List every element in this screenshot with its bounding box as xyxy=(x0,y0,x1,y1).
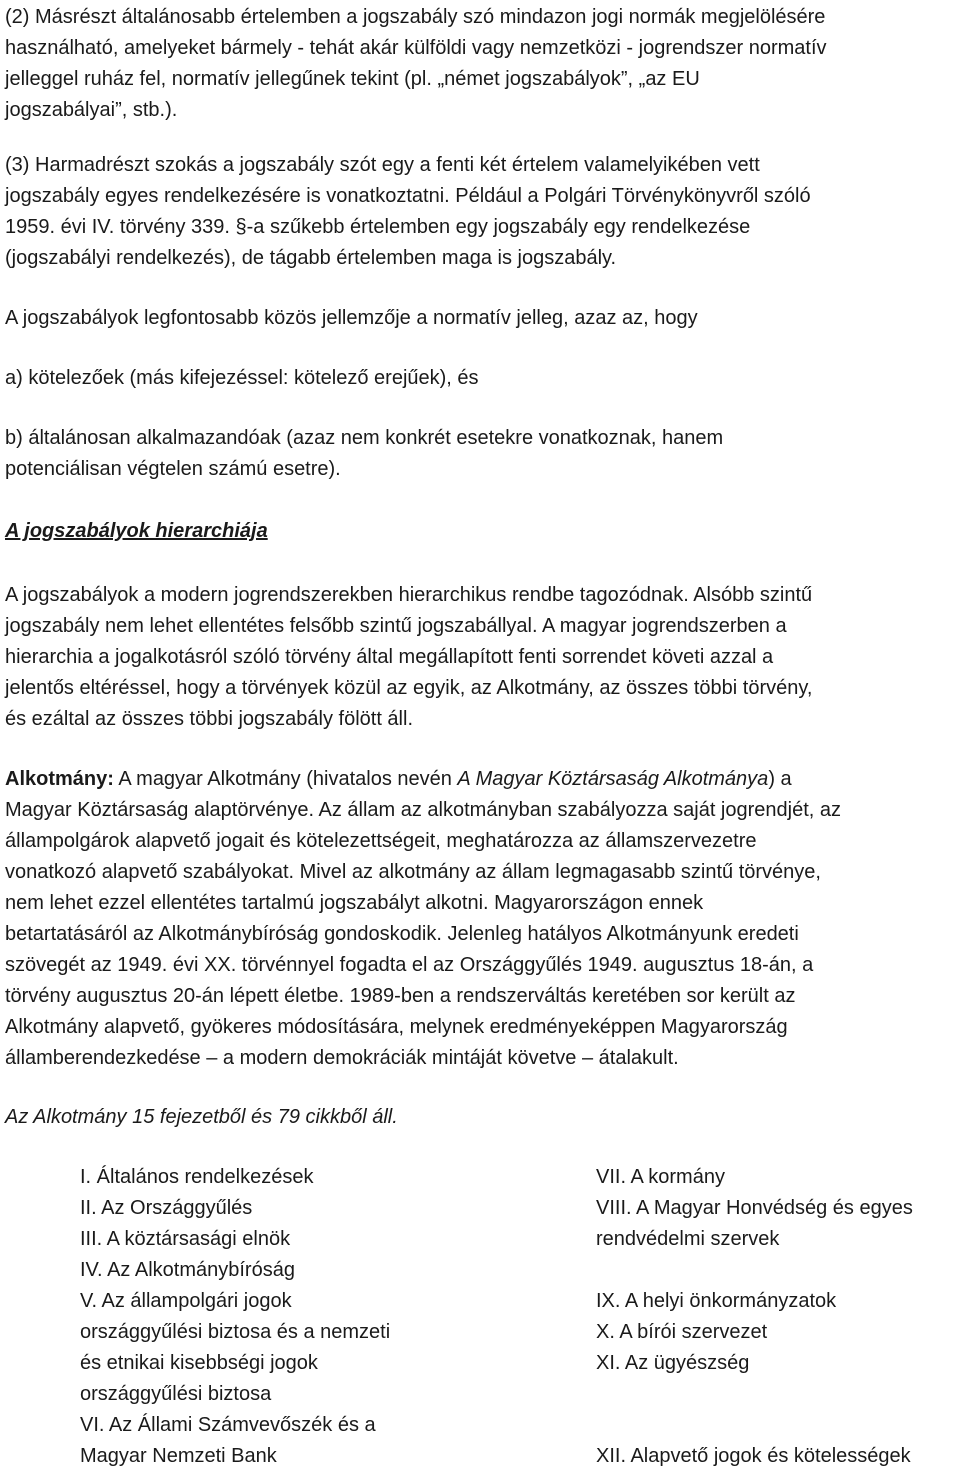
text-line: és ezáltal az összes többi jogszabály fölött áll. xyxy=(5,708,413,730)
chapter-item: X. A bírói szervezet xyxy=(596,1321,768,1343)
constitution-term: Alkotmány: xyxy=(5,768,114,790)
chapter-spacer xyxy=(596,1410,913,1441)
text-line: nem lehet ezzel ellentétes tartalmú jogszabályt alkotni. Magyarországon ennek xyxy=(5,892,704,914)
text-line: Az Alkotmány 15 fejezetből és 79 cikkből áll. xyxy=(5,1106,398,1128)
chapter-item: Magyar Nemzeti Bank xyxy=(80,1445,277,1467)
hierarchy-paragraph xyxy=(5,580,957,735)
text-line: használható, amelyeket bármely - tehát akár külföldi vagy nemzetközi - jogrendszer normatív xyxy=(5,37,827,59)
feature-a xyxy=(5,363,957,394)
chapter-spacer xyxy=(596,1379,913,1410)
chapter-list-left xyxy=(80,1162,390,1472)
text-run: A magyar Alkotmány (hivatalos nevén xyxy=(113,768,458,790)
chapter-item: rendvédelmi szervek xyxy=(596,1228,780,1250)
text-line: (3) Harmadrészt szokás a jogszabály szót egy a fenti két értelem valamelyikében vett xyxy=(5,154,760,176)
text-line: állampolgárok alapvető jogait és kötelezettségeit, meghatározza az államszervezetre xyxy=(5,830,757,852)
chapter-item: V. Az állampolgári jogok xyxy=(80,1290,292,1312)
text-line: hierarchia a jogalkotásról szóló törvény által megállapított fenti sorrendet követi azzal a xyxy=(5,646,774,668)
chapter-item: III. A köztársasági elnök xyxy=(80,1228,291,1250)
chapter-item: I. Általános rendelkezések xyxy=(80,1166,314,1188)
chapter-item: XII. Alapvető jogok és kötelességek xyxy=(596,1445,911,1467)
text-line: jelentős eltéréssel, hogy a törvények közül az egyik, az Alkotmány, az összes többi törvény, xyxy=(5,677,813,699)
text-line: Alkotmány alapvető, gyökeres módosítására, melynek eredményeképpen Magyarország xyxy=(5,1016,788,1038)
text-line: jogszabály nem lehet ellentétes felsőbb szintű jogszabállyal. A magyar jogrendszerben a xyxy=(5,615,787,637)
text-line: törvény augusztus 20-án lépett életbe. 1989-ben a rendszerváltás keretében sor került az xyxy=(5,985,796,1007)
text-line: jogszabályai”, stb.). xyxy=(5,99,178,121)
chapter-item: VII. A kormány xyxy=(596,1166,725,1188)
text-line: A jogszabályok a modern jogrendszerekben hierarchikus rendbe tagozódnak. Alsóbb szintű xyxy=(5,584,813,606)
text-line: szövegét az 1949. évi XX. törvénnyel fogadta el az Országgyűlés 1949. augusztus 18-án, a xyxy=(5,954,814,976)
text-line: betartatásáról az Alkotmánybíróság gondoskodik. Jelenleg hatályos Alkotmányunk eredeti xyxy=(5,923,799,945)
feature-b xyxy=(5,423,957,485)
chapter-spacer xyxy=(596,1255,913,1286)
text-line xyxy=(5,764,957,795)
paragraph-2 xyxy=(5,2,957,126)
chapter-list-right xyxy=(596,1162,913,1472)
chapter-item: IX. A helyi önkormányzatok xyxy=(596,1290,837,1312)
text-line: A jogszabályok legfontosabb közös jellemzője a normatív jelleg, azaz az, hogy xyxy=(5,307,698,329)
chapter-item: országgyűlési biztosa és a nemzeti xyxy=(80,1321,391,1343)
text-line: 1959. évi IV. törvény 339. §-a szűkebb értelemben egy jogszabály egy rendelkezése xyxy=(5,216,751,238)
common-features-intro xyxy=(5,303,957,334)
structure-note xyxy=(5,1102,957,1133)
chapter-item: és etnikai kisebbségi jogok xyxy=(80,1352,318,1374)
chapter-item: II. Az Országgyűlés xyxy=(80,1197,253,1219)
text-line: potenciálisan végtelen számú esetre). xyxy=(5,458,341,480)
constitution-paragraph xyxy=(5,764,957,1074)
section-heading xyxy=(5,516,957,547)
text-line: a) kötelezőek (más kifejezéssel: kötelező erejűek), és xyxy=(5,367,479,389)
paragraph-3 xyxy=(5,150,957,274)
chapter-item: országgyűlési biztosa xyxy=(80,1383,272,1405)
chapter-item: VI. Az Állami Számvevőszék és a xyxy=(80,1414,376,1436)
heading-text: A jogszabályok hierarchiája xyxy=(5,520,268,542)
chapter-item: IV. Az Alkotmánybíróság xyxy=(80,1259,295,1281)
constitution-official-name: A Magyar Köztársaság Alkotmánya xyxy=(457,768,769,790)
chapter-item: VIII. A Magyar Honvédség és egyes xyxy=(596,1197,913,1219)
text-line: vonatkozó alapvető szabályokat. Mivel az alkotmány az állam legmagasabb szintű törvénye, xyxy=(5,861,821,883)
chapter-item: XI. Az ügyészség xyxy=(596,1352,750,1374)
text-line: jelleggel ruház fel, normatív jellegűnek tekint (pl. „német jogszabályok”, „az EU xyxy=(5,68,700,90)
text-line: Magyar Köztársaság alaptörvénye. Az állam az alkotmányban szabályozza saját jogrendjét, az xyxy=(5,799,842,821)
text-line: jogszabály egyes rendelkezésére is vonatkoztatni. Például a Polgári Törvénykönyvről szóló xyxy=(5,185,811,207)
text-line: b) általánosan alkalmazandóak (azaz nem konkrét esetekre vonatkoznak, hanem xyxy=(5,427,724,449)
text-line: államberendezkedése – a modern demokráciák mintáját követve – átalakult. xyxy=(5,1047,679,1069)
text-run: ) a xyxy=(768,768,792,790)
text-line: (2) Másrészt általánosabb értelemben a jogszabály szó mindazon jogi normák megjelölésére xyxy=(5,6,826,28)
text-line: (jogszabályi rendelkezés), de tágabb értelemben maga is jogszabály. xyxy=(5,247,617,269)
